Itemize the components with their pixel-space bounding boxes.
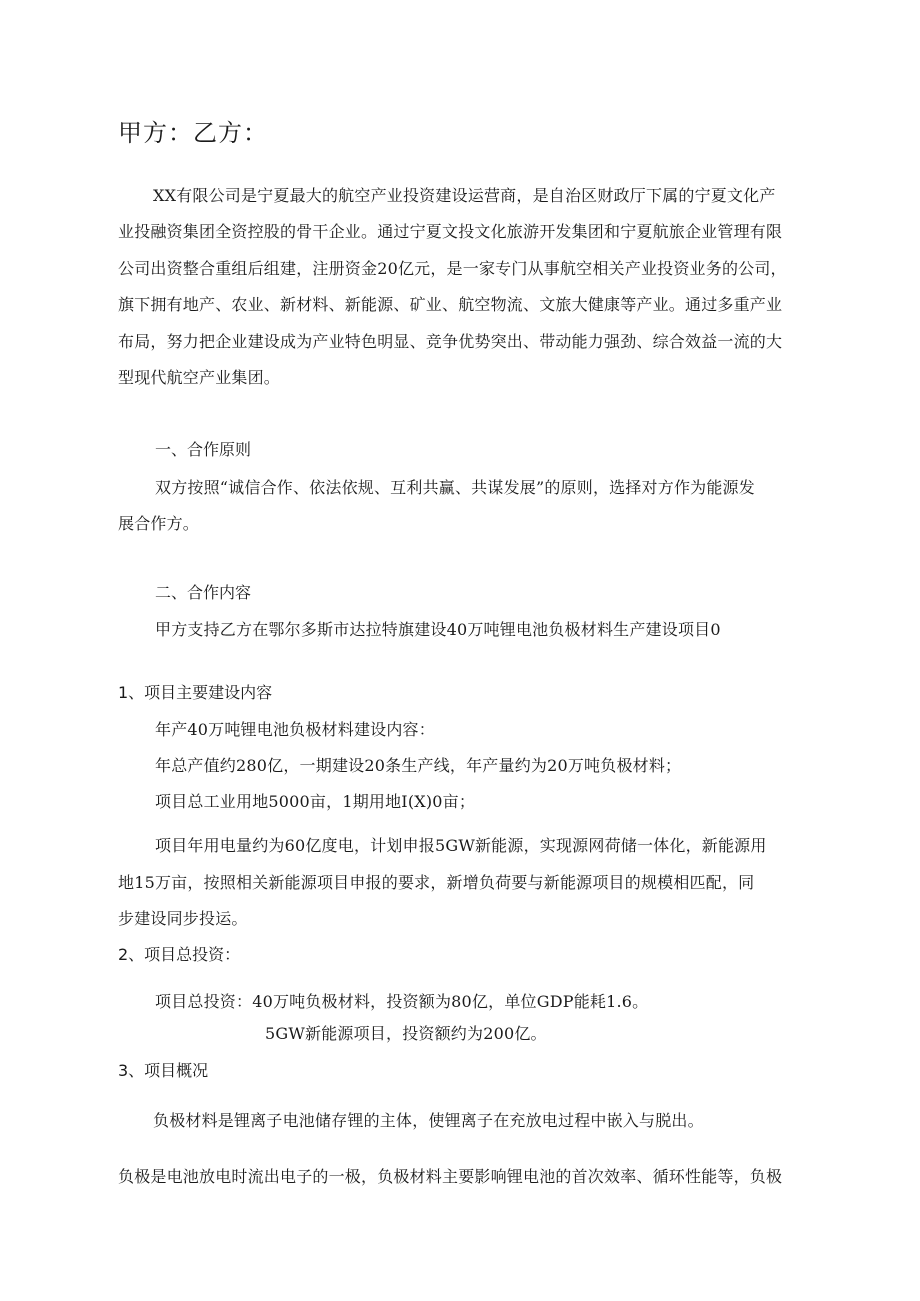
- investment-line: 5GW新能源项目，投资额约为200亿。: [265, 1024, 547, 1043]
- power-line: 项目年用电量约为60亿度电，计划申报5GW新能源，实现源网荷储一体化，新能源用: [155, 836, 767, 855]
- item-heading-construction: 1、项目主要建设内容: [118, 683, 273, 702]
- overview-line: 负极材料是锂离子电池储存锂的主体，使锂离子在充放电过程中嵌入与脱出。: [153, 1111, 704, 1130]
- principles-line: 展合作方。: [118, 514, 200, 533]
- overview-line: 负极是电池放电时流出电子的一极，负极材料主要影响锂电池的首次效率、循环性能等，负极: [118, 1167, 783, 1186]
- intro-line: 布局，努力把企业建设成为产业特色明显、竞争优势突出、带动能力强劲、综合效益一流的大: [118, 332, 783, 351]
- principles-line: 双方按照“诚信合作、依法依规、互利共赢、共谋发展”的原则，选择对方作为能源发: [155, 478, 755, 497]
- intro-line: 公司出资整合重组后组建，注册资金20亿元，是一家专门从事航空相关产业投资业务的公司，: [118, 259, 787, 278]
- power-line: 地15万亩，按照相关新能源项目申报的要求，新增负荷要与新能源项目的规模相匹配，同: [118, 873, 755, 892]
- construction-line: 年产40万吨锂电池负极材料建设内容：: [155, 720, 435, 739]
- construction-line: 项目总工业用地5000亩，1期用地I(X)0亩；: [155, 792, 476, 811]
- construction-line: 年总产值约280亿，一期建设20条生产线，年产量约为20万吨负极材料；: [155, 756, 682, 775]
- item-heading-investment: 2、项目总投资：: [118, 945, 241, 964]
- item-heading-overview: 3、项目概况: [118, 1061, 209, 1080]
- section-heading-content: 二、合作内容: [155, 583, 252, 602]
- intro-line: 型现代航空产业集团。: [118, 368, 281, 387]
- intro-line: 业投融资集团全资控股的骨干企业。通过宁夏文投文化旅游开发集团和宁夏航旅企业管理有限: [118, 222, 783, 241]
- investment-line: 项目总投资：40万吨负极材料，投资额为80亿，单位GDP能耗1.6。: [155, 992, 649, 1011]
- intro-line: 旗下拥有地产、农业、新材料、新能源、矿业、航空物流、文旅大健康等产业。通过多重产业: [118, 295, 783, 314]
- content-line: 甲方支持乙方在鄂尔多斯市达拉特旗建设40万吨锂电池负极材料生产建设项目0: [155, 620, 721, 639]
- parties-title: 甲方：乙方：: [118, 119, 268, 147]
- power-line: 步建设同步投运。: [118, 909, 248, 928]
- section-heading-principles: 一、合作原则: [155, 440, 252, 459]
- intro-line: XX有限公司是宁夏最大的航空产业投资建设运营商，是自治区财政厅下属的宁夏文化产: [153, 186, 776, 205]
